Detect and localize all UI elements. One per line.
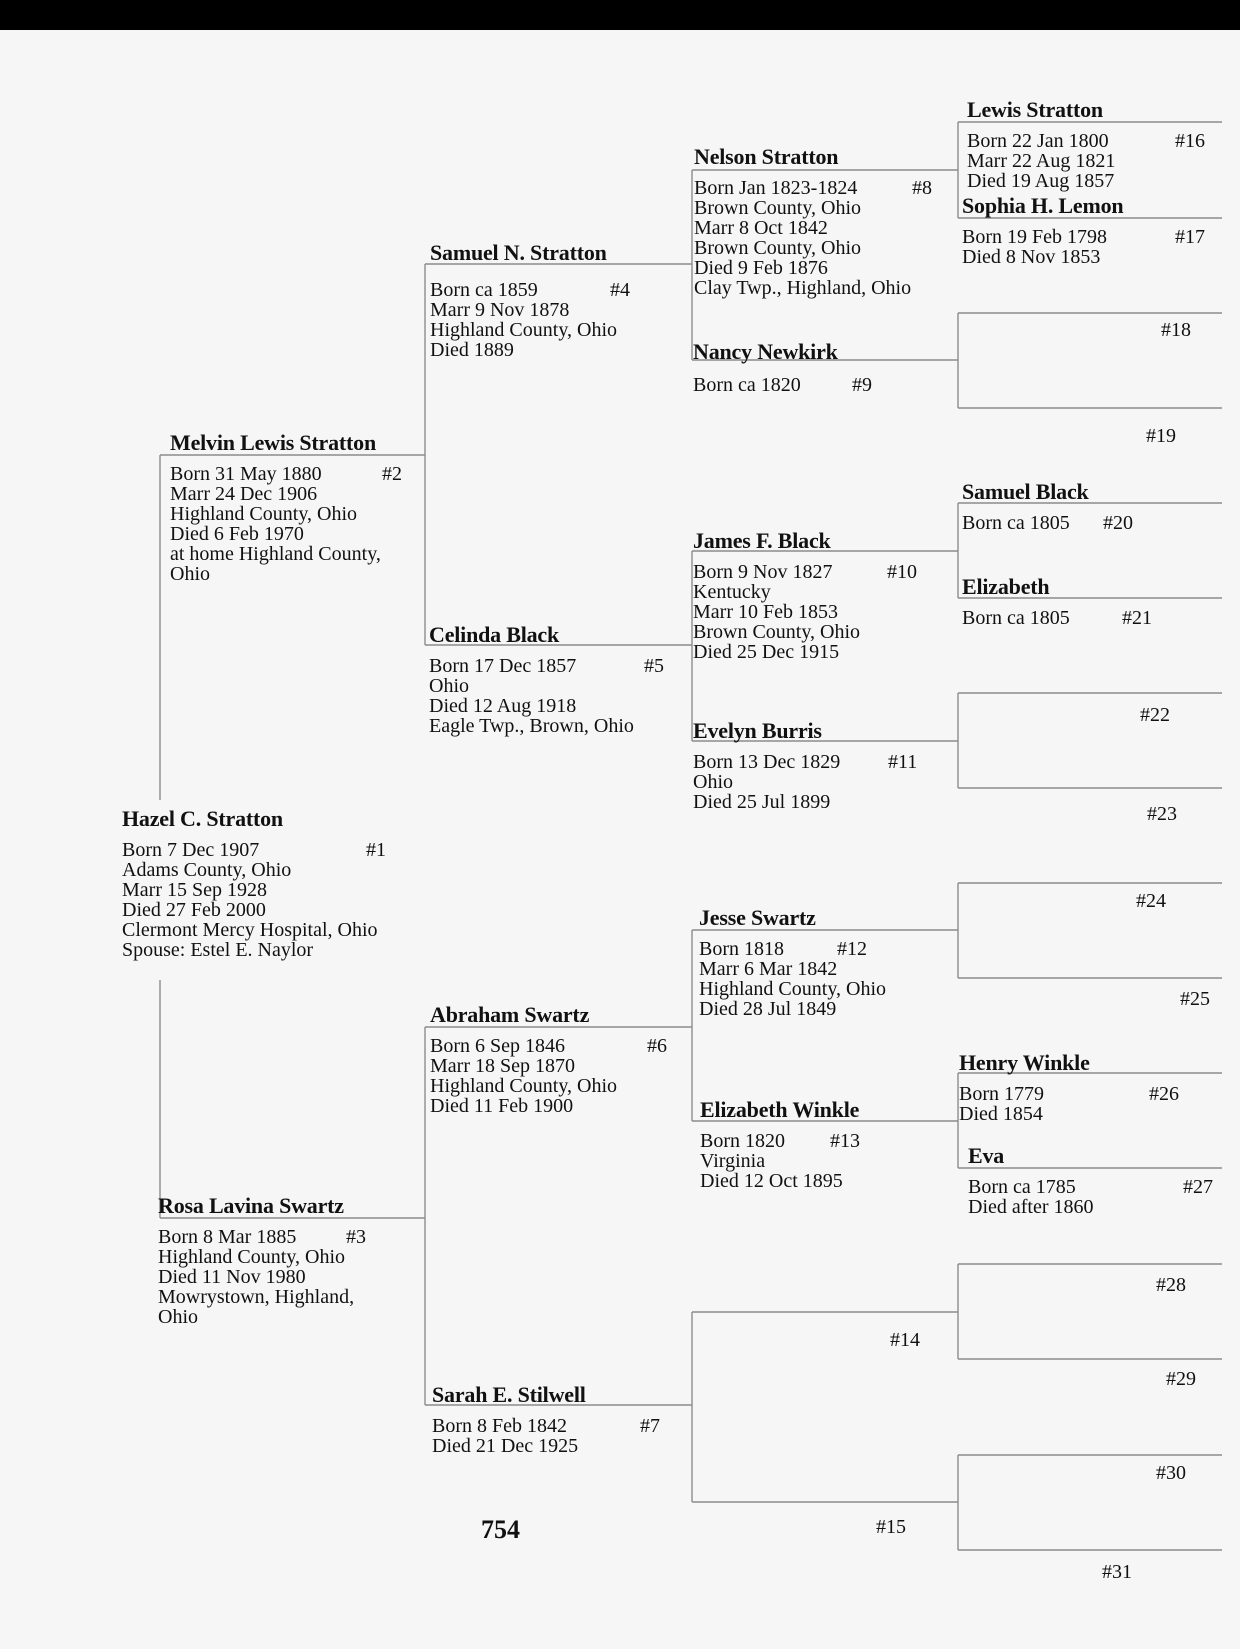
person-10 bbox=[693, 528, 917, 663]
person-details bbox=[962, 512, 1133, 534]
detail-line: Highland County, Ohio bbox=[158, 1246, 346, 1268]
detail-line: Born 13 Dec 1829 bbox=[693, 751, 841, 773]
person-3 bbox=[158, 1193, 366, 1328]
person-details bbox=[699, 939, 886, 1019]
detail-line: Ohio bbox=[429, 675, 469, 697]
detail-line: Born ca 1820 bbox=[693, 374, 801, 396]
detail-line: Born 17 Dec 1857 bbox=[429, 655, 577, 677]
person-name: Lewis Stratton bbox=[967, 97, 1103, 122]
person-details bbox=[959, 1083, 1179, 1125]
detail-line: Died 9 Feb 1876 bbox=[694, 257, 828, 279]
person-2 bbox=[170, 430, 402, 585]
detail-line: Born 8 Feb 1842 bbox=[432, 1415, 567, 1437]
detail-line: Highland County, Ohio bbox=[430, 1075, 618, 1097]
detail-line: Virginia bbox=[700, 1150, 766, 1172]
detail-line: Died 12 Aug 1918 bbox=[429, 695, 577, 717]
ancestor-number-14: #14 bbox=[890, 1329, 920, 1351]
detail-line: Died 21 Dec 1925 bbox=[432, 1435, 579, 1457]
detail-line: Kentucky bbox=[693, 581, 771, 603]
ancestor-number-18: #18 bbox=[1161, 319, 1191, 341]
detail-line: Clay Twp., Highland, Ohio bbox=[694, 277, 912, 299]
detail-line: Mowrystown, Highland, bbox=[158, 1286, 355, 1308]
ancestor-number: #4 bbox=[610, 279, 630, 301]
detail-line: Highland County, Ohio bbox=[170, 503, 358, 525]
detail-line: Marr 9 Nov 1878 bbox=[430, 299, 570, 321]
person-9 bbox=[693, 339, 872, 396]
detail-line: Brown County, Ohio bbox=[693, 621, 861, 643]
detail-line: Clermont Mercy Hospital, Ohio bbox=[122, 919, 378, 941]
person-details bbox=[967, 130, 1205, 192]
detail-line: Died 11 Nov 1980 bbox=[158, 1266, 306, 1288]
detail-line: Died after 1860 bbox=[968, 1196, 1094, 1218]
detail-line: Marr 18 Sep 1870 bbox=[430, 1055, 575, 1077]
person-26 bbox=[959, 1050, 1179, 1125]
ancestor-number-15: #15 bbox=[876, 1516, 906, 1538]
detail-line: Brown County, Ohio bbox=[694, 197, 862, 219]
ancestor-number-24: #24 bbox=[1136, 890, 1166, 912]
person-13 bbox=[700, 1097, 859, 1191]
person-name: Samuel Black bbox=[962, 479, 1089, 504]
detail-line: Born 9 Nov 1827 bbox=[693, 561, 833, 583]
person-12 bbox=[699, 905, 886, 1019]
person-name: Celinda Black bbox=[429, 622, 560, 647]
detail-line: Highland County, Ohio bbox=[699, 978, 887, 1000]
ancestor-number: #9 bbox=[852, 374, 872, 396]
person-details bbox=[962, 607, 1152, 629]
ancestor-number: #3 bbox=[346, 1226, 366, 1248]
detail-line: Born 1818 bbox=[699, 938, 784, 960]
person-name: Eva bbox=[968, 1143, 1005, 1168]
person-20 bbox=[962, 479, 1133, 534]
person-5 bbox=[429, 622, 664, 737]
person-details bbox=[158, 1226, 366, 1328]
person-details bbox=[700, 1131, 859, 1191]
person-details bbox=[693, 751, 918, 813]
detail-line: Born ca 1805 bbox=[962, 607, 1070, 629]
detail-line: Born ca 1805 bbox=[962, 512, 1070, 534]
detail-line: Spouse: Estel E. Naylor bbox=[122, 939, 314, 961]
detail-line: Born 1820 bbox=[700, 1130, 785, 1152]
person-details bbox=[432, 1415, 660, 1457]
person-name: Rosa Lavina Swartz bbox=[158, 1193, 344, 1218]
detail-line: Born 22 Jan 1800 bbox=[967, 130, 1109, 152]
person-details bbox=[694, 177, 932, 299]
person-name: Nelson Stratton bbox=[694, 144, 839, 169]
ancestor-number: #10 bbox=[887, 561, 917, 583]
person-4 bbox=[430, 240, 630, 361]
detail-line: Born ca 1785 bbox=[968, 1176, 1076, 1198]
person-1 bbox=[122, 806, 386, 961]
detail-line: Born 31 May 1880 bbox=[170, 463, 322, 485]
person-7 bbox=[432, 1382, 660, 1457]
person-details bbox=[962, 226, 1205, 268]
ancestor-number-23: #23 bbox=[1147, 803, 1177, 825]
ancestor-number: #1 bbox=[366, 839, 386, 861]
detail-line: Born 6 Sep 1846 bbox=[430, 1035, 565, 1057]
detail-line: Ohio bbox=[170, 563, 210, 585]
detail-line: Died 6 Feb 1970 bbox=[170, 523, 304, 545]
detail-line: Born 1779 bbox=[959, 1083, 1044, 1105]
detail-line: Marr 10 Feb 1853 bbox=[693, 601, 838, 623]
detail-line: Marr 24 Dec 1906 bbox=[170, 483, 318, 505]
person-11 bbox=[693, 718, 918, 813]
detail-line: Born 7 Dec 1907 bbox=[122, 839, 260, 861]
person-name: Evelyn Burris bbox=[693, 718, 822, 743]
ancestor-number: #13 bbox=[830, 1130, 860, 1152]
ancestor-number-19: #19 bbox=[1146, 425, 1176, 447]
detail-line: Died 11 Feb 1900 bbox=[430, 1095, 574, 1117]
ancestor-number-22: #22 bbox=[1140, 704, 1170, 726]
person-details bbox=[693, 374, 872, 396]
person-name: Henry Winkle bbox=[959, 1050, 1090, 1075]
detail-line: Born 19 Feb 1798 bbox=[962, 226, 1107, 248]
detail-line: Marr 6 Mar 1842 bbox=[699, 958, 838, 980]
person-name: Sophia H. Lemon bbox=[962, 193, 1124, 218]
detail-line: Marr 8 Oct 1842 bbox=[694, 217, 828, 239]
ancestor-number-25: #25 bbox=[1180, 988, 1210, 1010]
person-name: James F. Black bbox=[693, 528, 831, 553]
detail-line: Born ca 1859 bbox=[430, 279, 538, 301]
ancestor-number-29: #29 bbox=[1166, 1368, 1196, 1390]
detail-line: Highland County, Ohio bbox=[430, 319, 618, 341]
detail-line: Ohio bbox=[158, 1306, 198, 1328]
person-details bbox=[430, 1035, 667, 1117]
person-name: Nancy Newkirk bbox=[693, 339, 838, 364]
ancestor-number: #20 bbox=[1103, 512, 1133, 534]
ancestor-number: #27 bbox=[1183, 1176, 1213, 1198]
ancestor-number: #16 bbox=[1175, 130, 1205, 152]
page-number: 754 bbox=[481, 1515, 520, 1544]
detail-line: Marr 15 Sep 1928 bbox=[122, 879, 267, 901]
detail-line: Died 25 Jul 1899 bbox=[693, 791, 831, 813]
ancestor-number: #26 bbox=[1149, 1083, 1179, 1105]
detail-line: Eagle Twp., Brown, Ohio bbox=[429, 715, 634, 737]
person-details bbox=[429, 655, 664, 737]
detail-line: at home Highland County, bbox=[170, 543, 381, 565]
person-name: Elizabeth Winkle bbox=[700, 1097, 860, 1122]
detail-line: Died 19 Aug 1857 bbox=[967, 170, 1115, 192]
detail-line: Born 8 Mar 1885 bbox=[158, 1226, 297, 1248]
detail-line: Died 8 Nov 1853 bbox=[962, 246, 1101, 268]
person-17 bbox=[962, 193, 1205, 268]
person-16 bbox=[967, 97, 1205, 192]
ancestor-number-30: #30 bbox=[1156, 1462, 1186, 1484]
ancestor-number: #8 bbox=[912, 177, 932, 199]
person-name: Samuel N. Stratton bbox=[430, 240, 607, 265]
person-name: Jesse Swartz bbox=[699, 905, 816, 930]
detail-line: Brown County, Ohio bbox=[694, 237, 862, 259]
person-details bbox=[693, 561, 917, 663]
detail-line: Born Jan 1823-1824 bbox=[694, 177, 858, 199]
person-name: Elizabeth bbox=[962, 574, 1050, 599]
ancestor-number: #17 bbox=[1175, 226, 1205, 248]
person-details bbox=[122, 839, 386, 961]
person-name: Sarah E. Stilwell bbox=[432, 1382, 586, 1407]
ancestor-number: #21 bbox=[1122, 607, 1152, 629]
person-6 bbox=[430, 1002, 667, 1117]
ancestor-number: #11 bbox=[888, 751, 918, 773]
person-details bbox=[170, 463, 402, 585]
detail-line: Ohio bbox=[693, 771, 733, 793]
ancestor-number-31: #31 bbox=[1102, 1561, 1132, 1583]
ancestor-number: #12 bbox=[837, 938, 867, 960]
person-name: Hazel C. Stratton bbox=[122, 806, 283, 831]
ancestor-number: #2 bbox=[382, 463, 402, 485]
person-details bbox=[968, 1176, 1213, 1218]
detail-line: Marr 22 Aug 1821 bbox=[967, 150, 1116, 172]
ancestor-number: #7 bbox=[640, 1415, 660, 1437]
person-8 bbox=[694, 144, 932, 299]
ancestor-number: #5 bbox=[644, 655, 664, 677]
detail-line: Died 25 Dec 1915 bbox=[693, 641, 840, 663]
person-details bbox=[430, 279, 630, 361]
detail-line: Died 1889 bbox=[430, 339, 514, 361]
person-27 bbox=[968, 1143, 1213, 1218]
ancestor-number: #6 bbox=[647, 1035, 667, 1057]
detail-line: Died 1854 bbox=[959, 1103, 1043, 1125]
detail-line: Died 12 Oct 1895 bbox=[700, 1170, 843, 1192]
person-21 bbox=[962, 574, 1152, 629]
person-name: Abraham Swartz bbox=[430, 1002, 590, 1027]
person-name: Melvin Lewis Stratton bbox=[170, 430, 377, 455]
ancestor-number-28: #28 bbox=[1156, 1274, 1186, 1296]
detail-line: Died 28 Jul 1849 bbox=[699, 998, 837, 1020]
detail-line: Adams County, Ohio bbox=[122, 859, 292, 881]
detail-line: Died 27 Feb 2000 bbox=[122, 899, 266, 921]
